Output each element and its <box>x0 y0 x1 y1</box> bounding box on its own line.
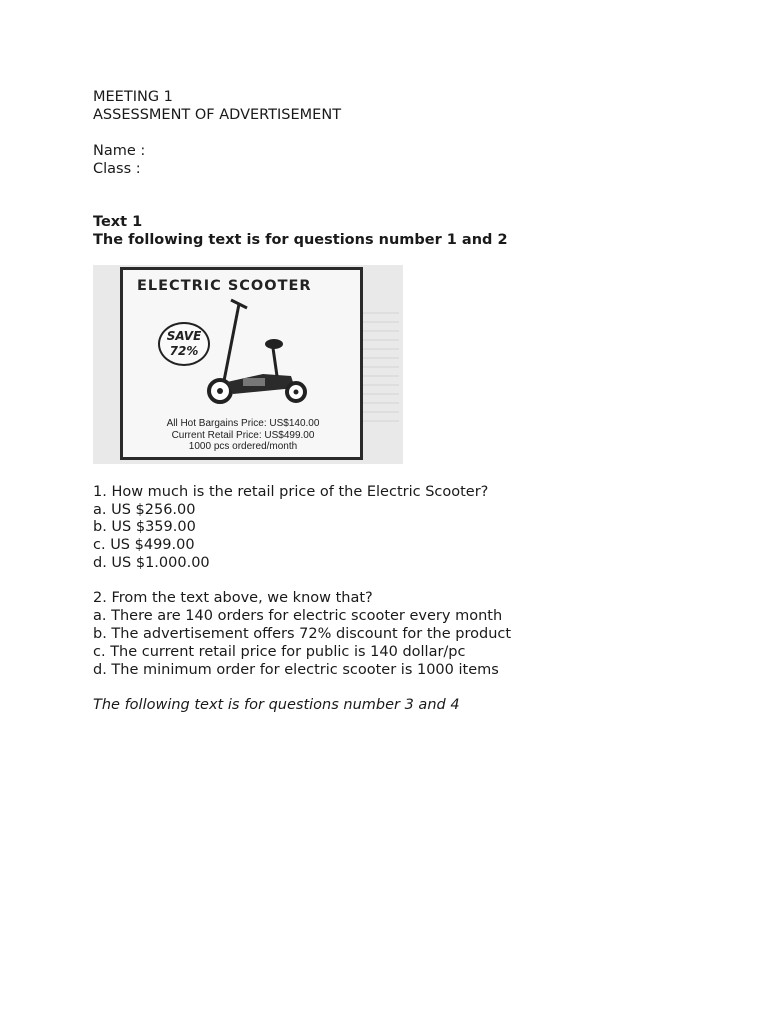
question1-option-b: b. US $359.00 <box>93 519 196 535</box>
class-field-label: Class : <box>93 161 141 177</box>
meeting-label: MEETING 1 <box>93 89 173 105</box>
document-title: ASSESSMENT OF ADVERTISEMENT <box>93 107 342 123</box>
question2-prompt: 2. From the text above, we know that? <box>93 590 373 606</box>
save-badge-line2: 72% <box>169 344 199 358</box>
electric-scooter-advertisement <box>93 265 403 464</box>
question1-option-c: c. US $499.00 <box>93 537 195 553</box>
scooter-icon <box>203 296 323 411</box>
text1-intro: The following text is for questions number 1 and 2 <box>93 232 508 248</box>
question1-option-a: a. US $256.00 <box>93 502 196 518</box>
question2-option-c: c. The current retail price for public is 140 dollar/pc <box>93 644 466 660</box>
advertisement-frame <box>120 267 363 460</box>
name-field-label: Name : <box>93 143 146 159</box>
hot-bargains-price: All Hot Bargains Price: US$140.00 <box>166 418 320 429</box>
advertisement-price-info <box>143 418 343 453</box>
advertisement-title: ELECTRIC SCOOTER <box>137 278 312 294</box>
monthly-orders: 1000 pcs ordered/month <box>188 441 298 452</box>
question1-option-d: d. US $1.000.00 <box>93 555 210 571</box>
current-retail-price: Current Retail Price: US$499.00 <box>171 429 315 441</box>
question2-option-d: d. The minimum order for electric scooter is 1000 items <box>93 662 499 678</box>
next-text-intro: The following text is for questions number 3 and 4 <box>93 697 460 713</box>
question1-prompt: 1. How much is the retail price of the Electric Scooter? <box>93 484 489 500</box>
question2-option-a: a. There are 140 orders for electric scooter every month <box>93 608 503 624</box>
save-badge-line1: SAVE <box>166 329 202 343</box>
background-text-texture <box>359 305 399 425</box>
text1-heading: Text 1 <box>93 214 143 230</box>
question2-option-b: b. The advertisement offers 72% discount for the product <box>93 626 512 642</box>
